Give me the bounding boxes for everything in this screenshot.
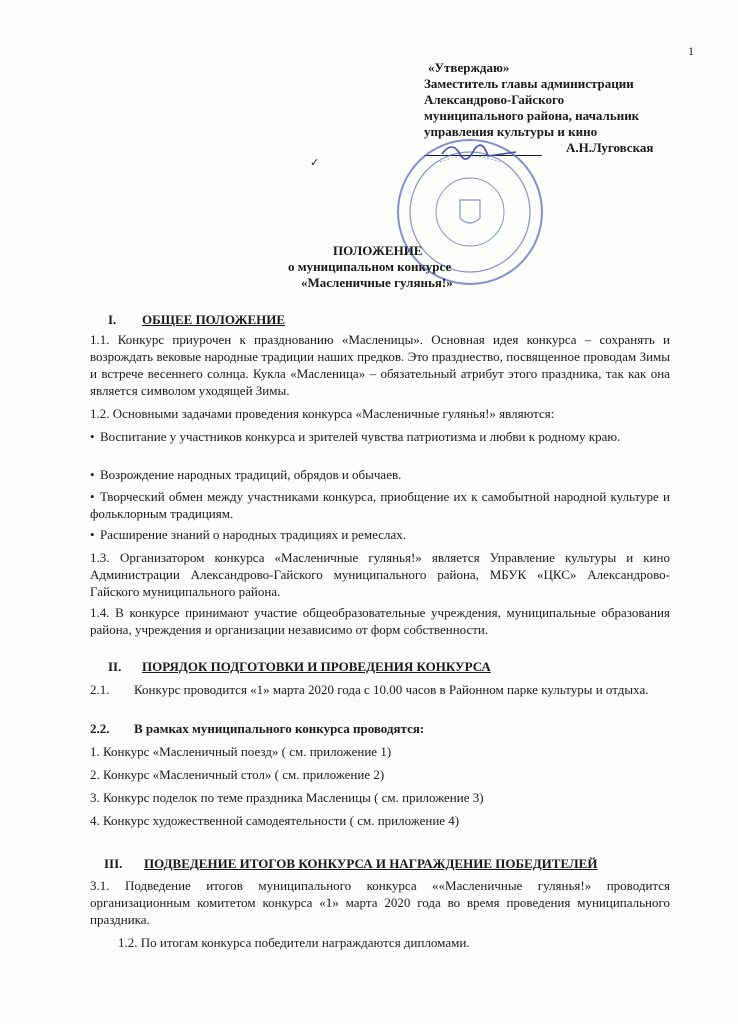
list-item: 4. Конкурс художественной самодеятельности ( см. приложение 4) — [90, 813, 460, 828]
section-heading — [104, 856, 597, 872]
title-line: о муниципальном конкурсе — [288, 259, 452, 274]
paragraph: 3.1. Подведение итогов муниципального конкурса ««Масленичные гулянья!» проводится организационным комитетом конкурса «1» марта 2020 года во время проведения муниципального праздника. — [90, 878, 670, 927]
paragraph — [90, 549, 670, 600]
bullet-icon: • — [90, 527, 95, 542]
section-number: I. — [108, 312, 117, 327]
section-heading — [108, 659, 491, 675]
list-item — [90, 428, 670, 445]
approval-line: Александрово-Гайского — [424, 92, 565, 107]
list-item: 2. Конкурс «Масленичный стол» ( см. приложение 2) — [90, 767, 385, 782]
bullet-icon: • — [90, 429, 95, 444]
section-title: ОБЩЕЕ ПОЛОЖЕНИЕ — [142, 312, 286, 327]
approval-line: муниципального района, начальник — [424, 108, 640, 123]
section-number: III. — [104, 856, 123, 871]
approval-line: «Утверждаю» — [428, 60, 510, 75]
signatory-name: А.Н.Луговская — [566, 140, 654, 155]
paragraph-text: Конкурс проводится «1» марта 2020 года с 10.00 часов в Районном парке культуры и отдыха. — [134, 682, 649, 697]
paragraph — [90, 681, 670, 698]
check-mark: ✓ — [310, 157, 320, 169]
page-number: 1 — [688, 44, 694, 58]
list-item: 1. Конкурс «Масленичный поезд» ( см. приложение 1) — [90, 744, 392, 759]
bullet-icon: • — [90, 467, 95, 482]
list-item-text: Воспитание у участников конкурса и зрителей чувства патриотизма и любви к родному краю. — [100, 429, 621, 444]
section-number: II. — [108, 659, 122, 674]
title-line: ПОЛОЖЕНИЕ — [333, 243, 423, 258]
paragraph: 1.2. По итогам конкурса победители награждаются дипломами. — [118, 935, 470, 950]
paragraph-number: 2.2. — [90, 721, 110, 736]
list-item-text: Расширение знаний о народных традициях и ремеслах. — [100, 527, 406, 542]
list-item — [90, 526, 670, 543]
paragraph-text: Организатором конкурса «Масленичные гулянья!» является Управление культуры и кино Администрации Александрово-Гайского муниципального района, МБУК «ЦКС» Александрово-Гайского муниципального района. — [90, 550, 670, 599]
paragraph — [90, 720, 670, 737]
list-item-text: Возрождение народных традиций, обрядов и обычаев. — [100, 467, 402, 482]
paragraph-number: 2.1. — [90, 682, 110, 697]
bullet-icon: • — [90, 489, 95, 504]
list-item — [90, 488, 670, 522]
list-item-text: Творческий обмен между участниками конкурса, приобщение их к самобытной народной культуре и фольклорным традициям. — [90, 489, 670, 521]
approval-line: управления культуры и кино — [424, 124, 598, 139]
paragraph-number: 1.3. — [90, 550, 110, 565]
section-heading — [108, 312, 285, 328]
paragraph: 1.4. В конкурсе принимают участие общеобразовательные учреждения, муниципальные образования района, учреждения и организации независимо от форм собственности. — [90, 605, 670, 637]
paragraph-text: В рамках муниципального конкурса проводятся: — [134, 721, 425, 736]
document-title — [0, 243, 738, 291]
list-item: 3. Конкурс поделок по теме праздника Масленицы ( см. приложение 3) — [90, 790, 484, 805]
title-line: «Масленичные гулянья!» — [301, 275, 453, 290]
paragraph: 1.1. Конкурс приурочен к празднованию «Масленицы». Основная идея конкурса – сохранять и возрождать вековые народные традиции наших предков. Это празднество, посвященное проводам Зимы и встрече весеннего солнца. Кукла «Масленица» – обязательный атрибут этого праздника, так как она является символом уходящей Зимы. — [90, 332, 670, 398]
section-title: ПОДВЕДЕНИЕ ИТОГОВ КОНКУРСА И НАГРАЖДЕНИЕ ПОБЕДИТЕЛЕЙ — [144, 856, 598, 871]
approval-line: Заместитель главы администрации — [424, 76, 634, 91]
paragraph: 1.2. Основными задачами проведения конкурса «Масленичные гулянья!» являются: — [90, 406, 555, 421]
list-item — [90, 466, 670, 483]
section-title: ПОРЯДОК ПОДГОТОВКИ И ПРОВЕДЕНИЯ КОНКУРСА — [142, 659, 491, 674]
